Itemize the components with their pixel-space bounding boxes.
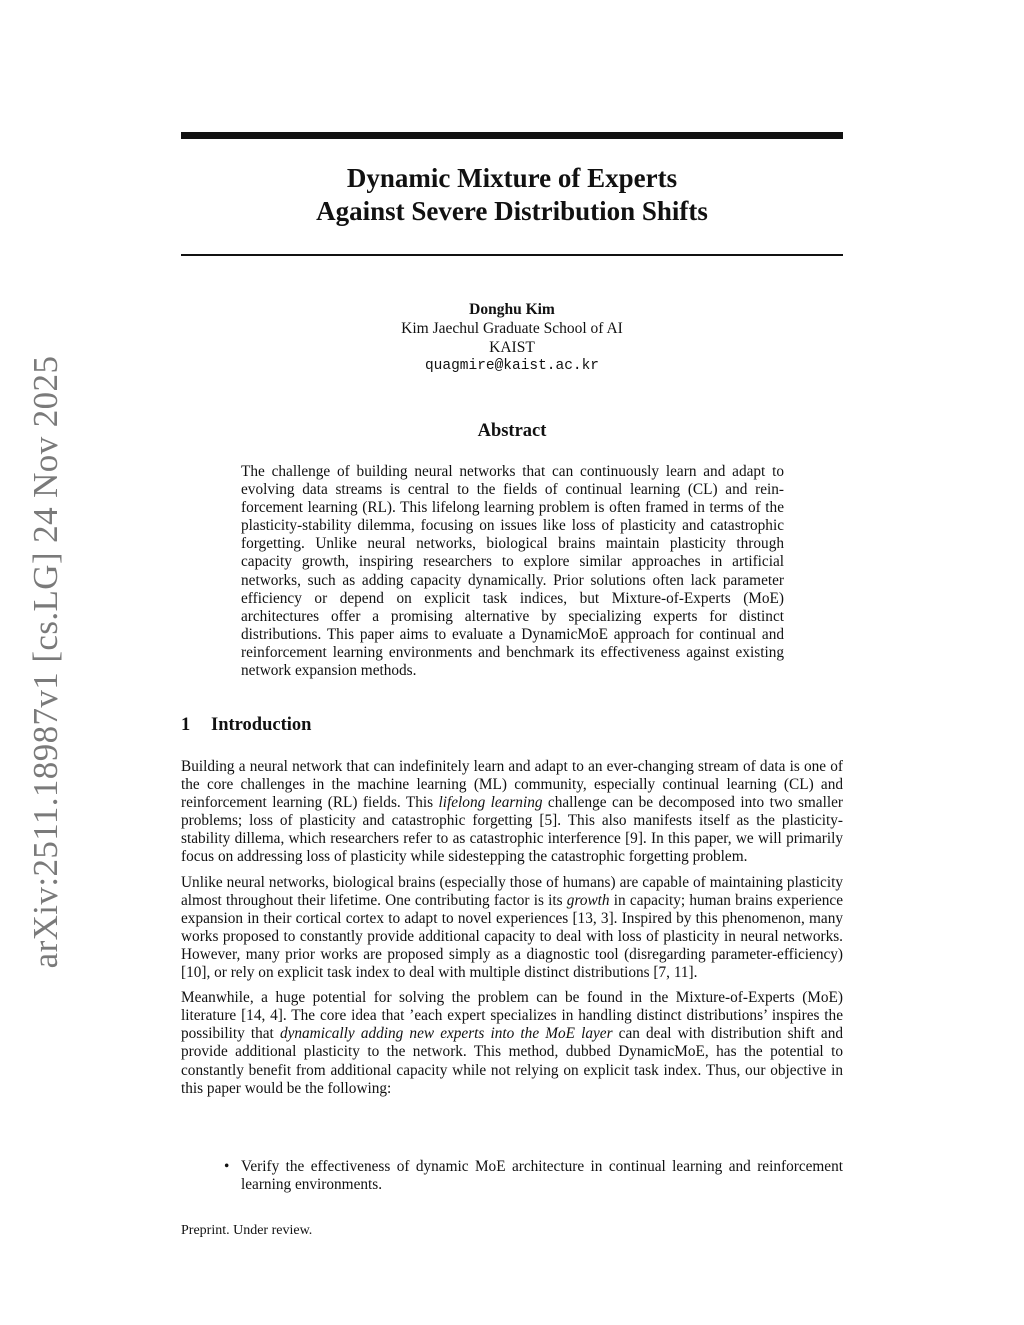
paragraph-2 (181, 874, 843, 983)
paragraph-1-emphasis: lifelong learning (438, 794, 543, 812)
abstract-heading: Abstract (477, 421, 547, 441)
section-title: Introduction (211, 715, 312, 735)
abstract-text: The challenge of building neural networks that can continuously learn and adapt to evolving data streams is central to the fields of continual learning (CL) and reinforcement learning (RL). This lifelong learning problem is often framed in terms of the plasticity-stability dilemma, focusing on issues like loss of plasticity and catastrophic forgetting. Unlike neural networks, biological brains maintain plasticity through capacity growth, inspiring researchers to explore similar approaches in artificial networks, such as adding capacity dynamically. Prior solutions often lack parameter efficiency or depend on explicit task indices, but Mixture-of-Experts (MoE) architectures offer a promising alternative by specializing experts for distinct distributions. This paper aims to evaluate a DynamicMoE approach for continual and reinforcement learning environments and benchmark its effectiveness against existing network expansion methods. (241, 463, 784, 680)
list-item (224, 1158, 843, 1194)
paragraph-3-text-a: Meanwhile, a huge potential for solving the problem can be found in the Mixture-of-Experts (MoE) literature [14, 4]. The core idea that ’each expert specializes in handling distinct distributions’ inspires the possibility that (181, 989, 843, 1043)
section-number: 1 (181, 715, 191, 735)
paragraph-2-text-b: in capacity; human brains experience expansion in their cortical cortex to adapt to novel experiences [13, 3]. Inspired by this phenomenon, many works proposed to constantly provide additional capacity to deal with loss of plasticity in neural networks. However, many prior works are proposed simply as a diagnostic tool (disregarding parameter-efficiency) [10], or rely on explicit task index to deal with multiple distinct distributions [7, 11]. (181, 891, 843, 982)
paragraph-1-text-a: Building a neural network that can indefinitely learn and adapt to an ever-changing stream of data is one of the core challenges in the machine learning (ML) community, especially continual learning (CL) and reinforcement learning (RL) fields. This (181, 758, 843, 812)
arxiv-stamp: arXiv:2511.18987v1 [cs.LG] 24 Nov 2025 (26, 355, 65, 969)
introduction-body (181, 758, 843, 1105)
author-affiliation: Kim Jaechul Graduate School of AI (401, 320, 623, 337)
paragraph-1 (181, 758, 843, 867)
bullet-icon: • (224, 1158, 230, 1175)
list-item-text: Verify the effectiveness of dynamic MoE architecture in continual learning and reinforcement learning environments. (241, 1158, 843, 1194)
footer-note: Preprint. Under review. (181, 1223, 313, 1238)
author-institution: KAIST (489, 339, 535, 356)
title-rule-top (181, 132, 843, 139)
title-rule-bottom (181, 254, 843, 256)
title-line-1: Dynamic Mixture of Experts (346, 163, 678, 193)
paragraph-3-text-b: can deal with distribution shift and provide additional plasticity to the network. This method, dubbed DynamicMoE, has the potential to constantly benefit from additional capacity while not relying on explicit task index. Thus, our objective in this paper would be the following: (181, 1025, 843, 1097)
paper-title (181, 162, 843, 228)
author-block (181, 300, 843, 376)
author-name: Donghu Kim (469, 301, 555, 318)
paragraph-1-text-b: challenge can be decomposed into two smaller problems; loss of plasticity and catastrophic forgetting [5]. This also manifests itself as the plasticity-stability dillema, which researchers refer to as catastrophic interference [9]. In this paper, we will primarily focus on addressing loss of plasticity while sidestepping the catastrophic forgetting problem. (181, 794, 843, 866)
paragraph-3-emphasis: dynamically adding new experts into the MoE layer (279, 1025, 613, 1043)
paragraph-2-emphasis: growth (566, 891, 610, 909)
author-email[interactable]: quagmire@kaist.ac.kr (424, 358, 600, 374)
objective-list (224, 1158, 843, 1194)
paragraph-3 (181, 989, 843, 1098)
title-line-2: Against Severe Distribution Shifts (316, 196, 708, 226)
section-heading-introduction (181, 715, 843, 736)
paragraph-2-text-a: Unlike neural networks, biological brains (especially those of humans) are capable of maintaining plasticity almost throughout their lifetime. One contributing factor is its (181, 873, 843, 909)
